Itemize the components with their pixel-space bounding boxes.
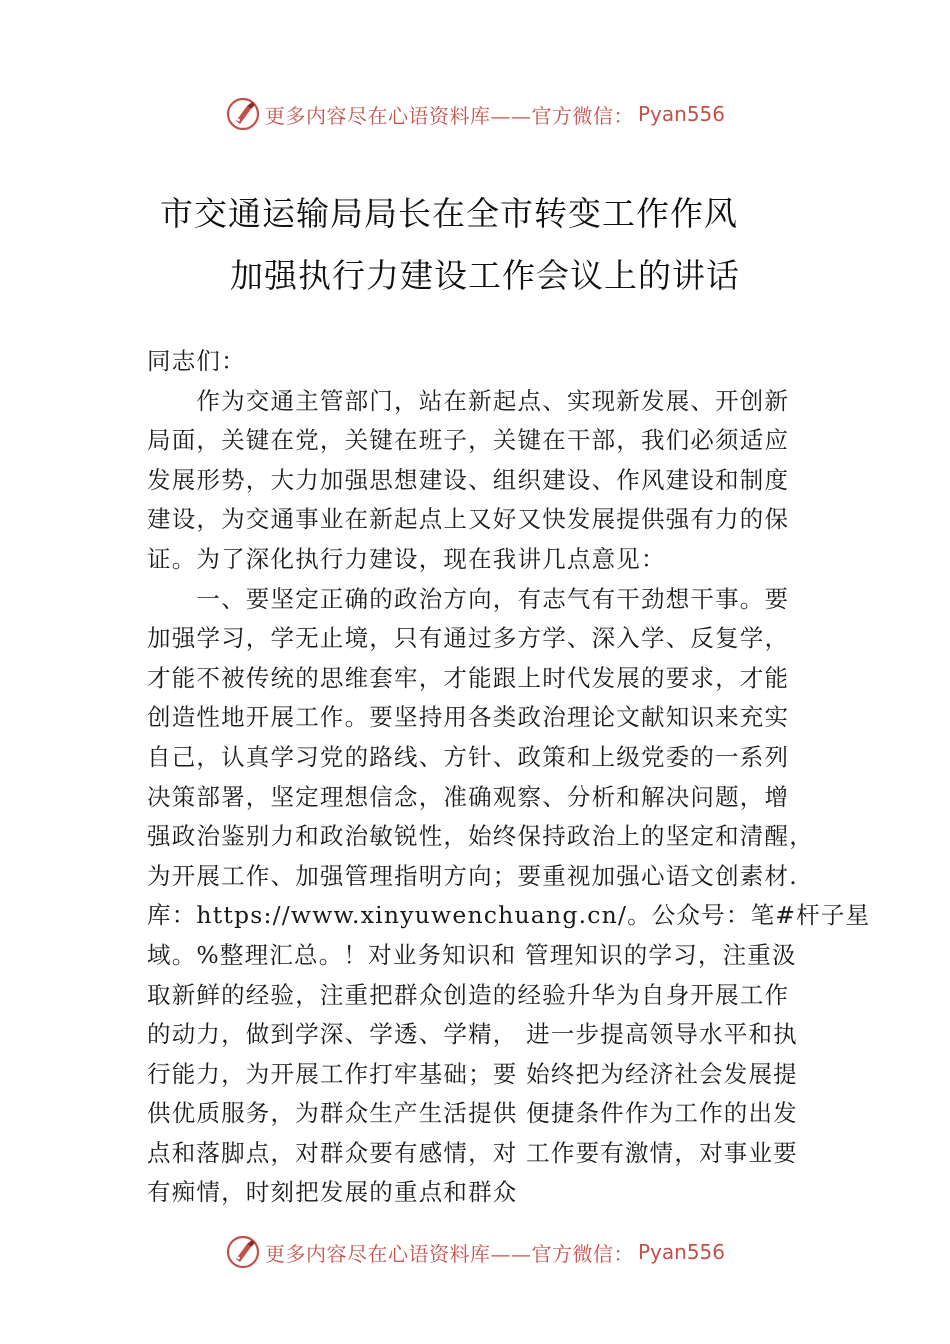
footer-banner	[0, 1232, 950, 1272]
body-line: 证。为了深化执行力建设，现在我讲几点意见：	[147, 544, 666, 573]
body-line: 局面，关键在党，关键在班子，关键在干部，我们必须适应	[147, 426, 790, 455]
body-line: 才能不被传统的思维套牢，才能跟上时代发展的要求，才能	[147, 663, 790, 692]
body-line: 强政治鉴别力和政治敏锐性，始终保持政治上的坚定和清醒，	[147, 822, 814, 851]
body-line: 一、要坚定正确的政治方向，有志气有干劲想干事。要	[147, 584, 790, 613]
footer-banner-text: 更多内容尽在心语资料库——官方微信：	[264, 1241, 634, 1266]
footer-banner-contact: Pyan556	[637, 1240, 725, 1264]
body-line: 加强学习，学无止境，只有通过多方学、深入学、反复学，	[147, 624, 790, 653]
header-banner-contact: Pyan556	[637, 102, 725, 126]
body-line: 域。%整理汇总。！对业务知识和 管理知识的学习，注重汲	[147, 940, 797, 969]
body-line: 同志们：	[147, 347, 246, 375]
body-line: 建设，为交通事业在新起点上又好又快发展提供强有力的保	[147, 505, 790, 534]
body-line: 点和落脚点，对群众要有感情，对 工作要有激情，对事业要	[147, 1138, 798, 1167]
body-line: 供优质服务，为群众生产生活提供 便捷条件作为工作的出发	[147, 1099, 798, 1128]
body-line: 取新鲜的经验，注重把群众创造的经验升华为自身开展工作	[147, 980, 790, 1009]
body-line: 作为交通主管部门，站在新起点、实现新发展、开创新	[147, 386, 790, 415]
body-line: 为开展工作、加强管理指明方向；要重视加强心语文创素材.	[147, 861, 798, 890]
body-line: 有痴情，时刻把发展的重点和群众	[147, 1178, 518, 1207]
body-line: 的动力，做到学深、学透、学精， 进一步提高领导水平和执	[147, 1020, 798, 1049]
body-line: 发展形势，大力加强思想建设、组织建设、作风建设和制度	[147, 465, 790, 494]
body-line: 自己，认真学习党的路线、方针、政策和上级党委的一系列	[147, 742, 790, 771]
document-title-line-2: 加强执行力建设工作会议上的讲话	[230, 256, 740, 295]
body-line: 决策部署，坚定理想信念，准确观察、分析和解决问题，增	[147, 782, 790, 811]
document-body	[147, 342, 871, 1213]
body-line: 库：https://www.xinyuwenchuang.cn/。公众号：笔#杆子星	[147, 901, 871, 930]
header-banner	[0, 94, 950, 134]
pen-nib-logo-icon	[225, 96, 261, 132]
document-title-line-1: 市交通运输局局长在全市转变工作作风	[160, 194, 738, 233]
body-line: 创造性地开展工作。要坚持用各类政治理论文献知识来充实	[147, 703, 790, 732]
body-line: 行能力，为开展工作打牢基础；要 始终把为经济社会发展提	[147, 1059, 798, 1088]
pen-nib-logo-icon	[225, 1234, 261, 1270]
header-banner-text: 更多内容尽在心语资料库——官方微信：	[264, 103, 634, 128]
